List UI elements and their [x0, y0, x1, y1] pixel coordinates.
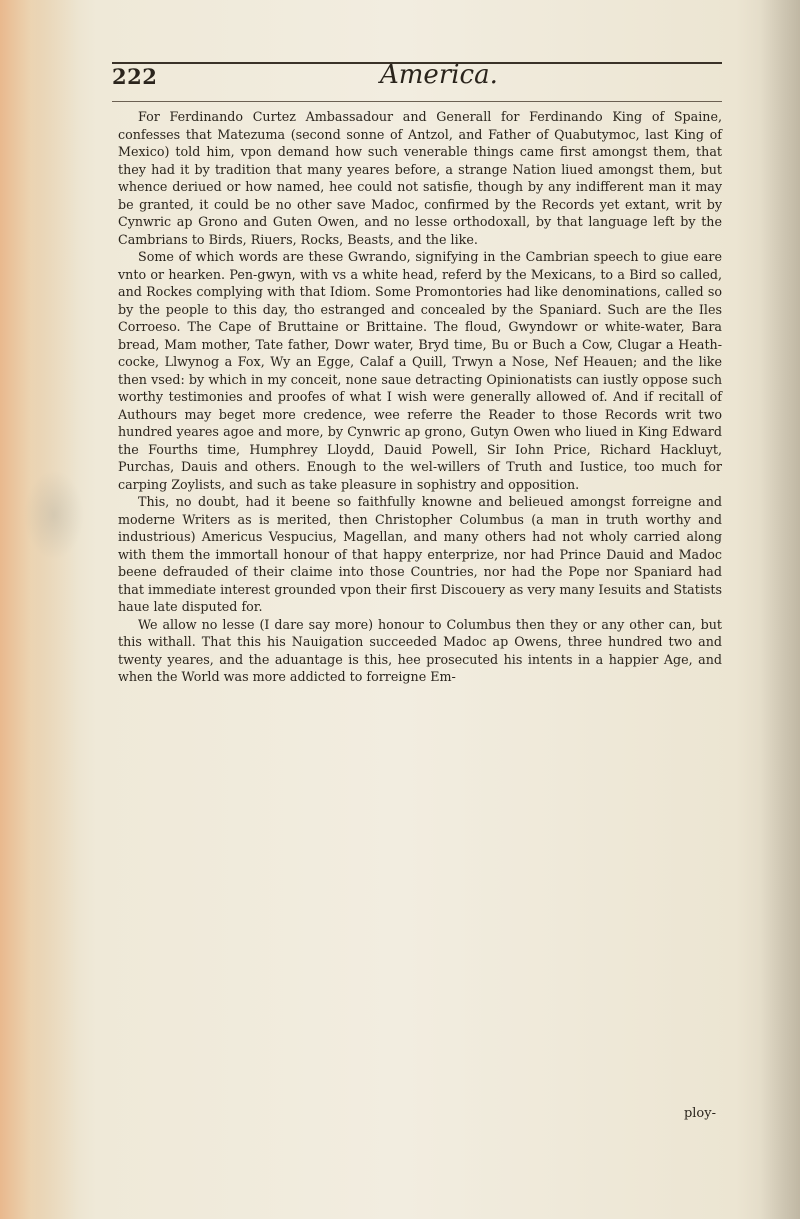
body-text [118, 108, 722, 686]
paragraph: Some of which words are these Gwrando, signifying in the Cambrian speech to giue eare vnto or hearken. Pen-gwyn, with vs a white head, referd by the Mexicans, to a Bird so called, and Rockes complying with that Idiom. Some Promontories had like denominations, called so by the people to this day, tho estranged and concealed by the Spaniard. Such are the Iles Corroeso. The Cape of Bruttaine or Brittaine. The floud, Gwyndowr or white-water, Bara bread, Mam mother, Tate father, Dowr water, Bryd time, Bu or Buch a Cow, Clugar a Heath-cocke, Llwynog a Fox, Wy an Egge, Calaf a Quill, Trwyn a Nose, Nef Heauen; and the like then vsed: by which in my conceit, none saue detracting Opinionatists can iustly oppose such worthy testimonies and proofes of what I wish were generally allowed of. And if recitall of Authours may beget more credence, wee referre the Reader to those Records writ two hundred yeares agoe and more, by Cynwric ap grono, Gutyn Owen who liued in King Edward the Fourths time, Humphrey Lloydd, Dauid Powell, Sir Iohn Price, Richard Hackluyt, Purchas, Dauis and others. Enough to the wel-willers of Truth and Iustice, too much for carping Zoylists, and such as take pleasure in sophistry and opposition. [118, 249, 722, 492]
paragraph: This, no doubt, had it beene so faithfully knowne and belieued amongst forreigne and moderne Writers as is merited, then Christopher Columbus (a man in truth worthy and industrious) Americus Vespucius, Magellan, and many others had not wholy carried along with them the immortall honour of that happy enterprize, nor had Prince Dauid and Madoc beene defrauded of their claime into those Countries, nor had the Pope nor Spaniard had that immediate interest grounded vpon their first Discouery as very many Iesuits and Statists haue late disputed for. [118, 494, 722, 614]
paragraph: We allow no lesse (I dare say more) honour to Columbus then they or any other can, but this withall. That this his Nauigation succeeded Madoc ap Owens, three hundred two and twenty yeares, and the aduantage is this, hee prosecuted his intents in a happier Age, and when the World was more addicted to forreigne Em- [118, 616, 722, 684]
page-edge-shadow [760, 0, 800, 1219]
running-head: America. [380, 60, 498, 90]
catchword: ploy- [683, 1106, 716, 1121]
page-gutter-shadow [0, 0, 78, 1219]
paragraph: For Ferdinando Curtez Ambassadour and Generall for Ferdinando King of Spaine, confesses that Matezuma (second sonne of Antzol, and Father of Quabutymoc, last King of Mexico) told him, vpon demand how such venerable things came first amongst them, that they had it by tradition that many yeares before, a strange Nation liued amongst them, but whence deriued or how named, hee could not satisfie, though by any indifferent man it may be granted, it could be no other save Madoc, confirmed by the Records yet extant, writ by Cynwric ap Grono and Guten Owen, and no lesse orthodoxall, by that language left by the Cambrians to Birds, Riuers, Rocks, Beasts, and the like. [118, 109, 722, 247]
page-number: 222 [112, 64, 158, 89]
header-rule [112, 101, 722, 102]
paper-stain [24, 470, 84, 560]
